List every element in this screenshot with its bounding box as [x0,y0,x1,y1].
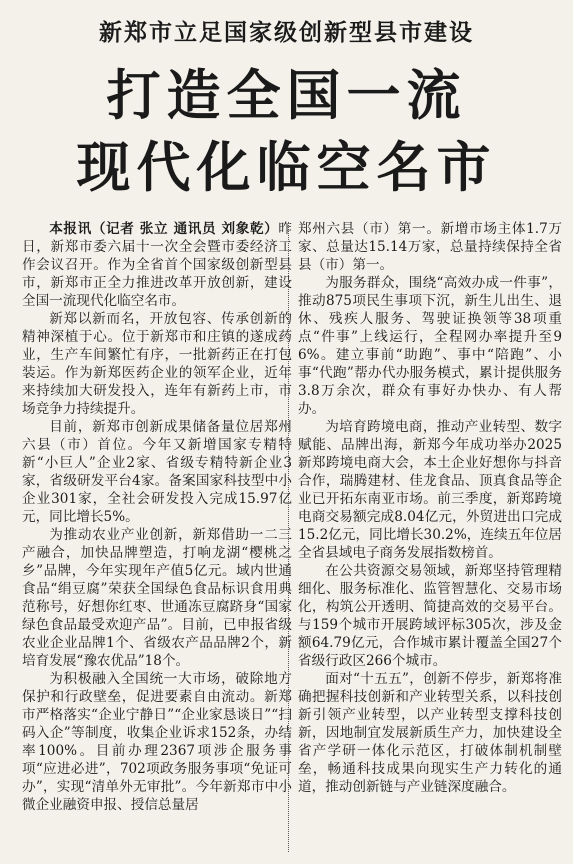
article-paragraph: 为服务群众，围绕“高效办成一件事”，推动875项民生事项下沉，新生儿出生、退休、残疾人服务、驾驶证换领等38项重点“件事”上线运行，全程网办率提升至96%。建立事前“助跑”、事中“陪跑”、小事“代跑”帮办代办服务模式，累计提供服务3.8万余次，群众有事好办快办、有人帮办。 [298,275,562,417]
article-paragraph: 为培育跨境电商，推动产业转型、数字赋能、品牌出海，新郑今年成功举办2025新郑跨境电商大会，本土企业好想你与抖音合作，瑞腾建材、佳龙食品、顶真食品等企业已开拓东南亚市场。前三季度，新郑跨境电商交易额完成8.04亿元，外贸进出口完成15.2亿元，同比增长30.2%，连续五年位居全省县域电子商务发展指数榜首。 [298,419,562,561]
article-paragraph: 为推动农业产业创新，新郑借助一二三产融合，加快品牌塑造，打响龙湖“樱桃之乡”品牌，今年实现年产值5亿元。域内世通食品“绢豆腐”荣获全国绿色食品标识食用典范称号，好想你红枣、世通冻豆腐跻身“国家绿色食品最受欢迎产品”。目前，已申报省级农业企业品牌1个、省级农产品品牌2个，新培育发展“豫农优品”18个。 [22,527,292,669]
byline: 本报讯（记者 张立 通讯员 刘象乾） [49,221,279,237]
article-paragraph-continued: 郑州六县（市）第一。新增市场主体1.7万家、总量达15.14万家，总量持续保持全省县（市）第一。 [298,221,562,273]
article-column-left [22,220,292,814]
headline-line-1: 打造全国一流 [106,64,467,127]
article-paragraph: 在公共资源交易领域，新郑坚持管理精细化、服务标准化、监管智慧化、交易市场化，构筑公开透明、简捷高效的交易平台。与159个城市开展跨域评标305次，涉及金额64.79亿元，合作城市累计覆盖全国27个省级行政区266个城市。 [298,563,562,669]
article-paragraph [22,220,292,310]
article-subtitle: 新郑市立足国家级创新型县市建设 [99,20,474,46]
paragraph-text: 昨日，新郑市委六届十一次全会暨市委经济工作会议召开。作为全省首个国家级创新型县市，新郑市正全力推进改革开放创新，建设全国一流现代化临空名市。 [22,221,292,309]
article-paragraph: 新郑以新而名，开放包容、传承创新的精神深植于心。位于新郑市和庄镇的遂成药业，生产车间繁忙有序，一批新药正在打包装运。作为新郑医药企业的领军企业，近年来持续加大研发投入，连年有新药上市，市场竞争力持续提升。 [22,311,292,417]
article-paragraph: 目前，新郑市创新成果储备量位居郑州六县（市）首位。今年又新增国家专精特新“小巨人”企业2家、省级专精特新企业3家，省级研发平台4家。备案国家科技型中小企业301家，全社会研发投入完成15.97亿元，同比增长5%。 [22,419,292,525]
article-column-right [298,220,562,796]
article-paragraph: 为积极融入全国统一大市场，破除地方保护和行政壁垒，促进要素自由流动。新郑市严格落实“企业宁静日”“企业家恳谈日”“扫码入企”等制度，收集企业诉求152条，办结率100%。目前办理2367项涉企服务事项“应进必进”，702项政务服务事项“免证可办”，实现“清单外无审批”。今年新郑市中小微企业融资申报、授信总量居 [22,671,292,813]
column-divider [288,222,289,852]
headline-line-2: 现代化临空名市 [76,136,497,199]
article-paragraph: 面对“十五五”，创新不停步，新郑将准确把握科技创新和产业转型关系，以科技创新引领产业转型，以产业转型支撑科技创新，因地制宜发展新质生产力，加快建设全省产学研一体化示范区，打破体制机制壁垒，畅通科技成果向现实生产力转化的通道，推动创新链与产业链深度融合。 [298,671,562,795]
